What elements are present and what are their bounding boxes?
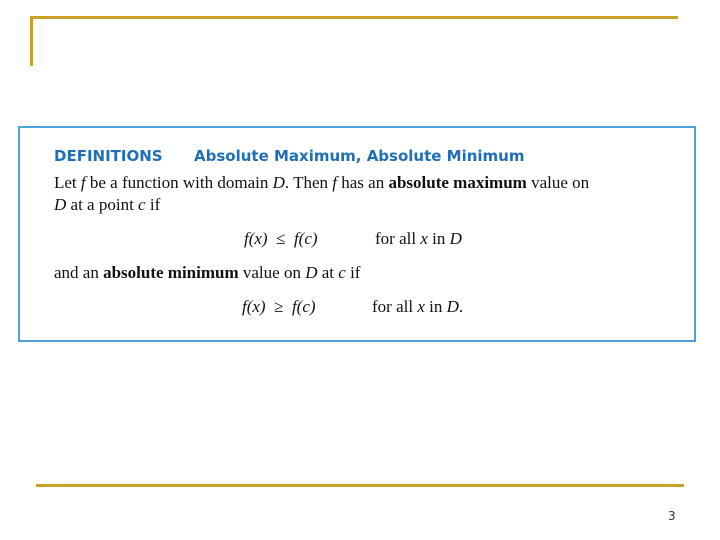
math-lhs: f(x)	[244, 229, 268, 248]
min-inequality	[242, 297, 316, 317]
text-run: . Then	[284, 173, 333, 192]
text-run: for all	[375, 229, 421, 248]
math-c: c	[138, 195, 146, 214]
text-run: in	[424, 297, 447, 316]
left-decorative-rule	[30, 16, 33, 66]
math-d: D	[54, 195, 67, 214]
page-number: 3	[668, 509, 676, 523]
text-run: be a function with domain	[85, 173, 273, 192]
text-run: has an	[337, 173, 389, 192]
math-d: D	[449, 229, 462, 248]
math-f: f	[80, 173, 86, 192]
bold-term: absolute minimum	[103, 263, 239, 282]
max-condition	[375, 229, 462, 249]
relation-symbol: ≥	[274, 297, 284, 316]
text-run: in	[427, 229, 450, 248]
definition-line-1	[54, 172, 589, 194]
text-run: at a point	[66, 195, 139, 214]
definition-heading: DEFINITIONS	[54, 147, 163, 165]
definition-line-2	[54, 194, 160, 216]
text-run: for all	[372, 297, 418, 316]
text-run: if	[345, 263, 361, 282]
math-d: D	[272, 173, 285, 192]
math-d: D	[446, 297, 459, 316]
relation-symbol: ≤	[276, 229, 286, 248]
definition-title: Absolute Maximum, Absolute Minimum	[194, 147, 525, 165]
definition-box	[18, 126, 696, 342]
bold-term: absolute maximum	[388, 173, 527, 192]
definition-line-3	[54, 262, 360, 284]
max-inequality	[244, 229, 318, 249]
math-rhs: f(c)	[291, 297, 316, 316]
math-rhs: f(c)	[293, 229, 318, 248]
text-run: value on	[238, 263, 306, 282]
math-c: c	[338, 263, 346, 282]
text-run: .	[458, 297, 464, 316]
text-run: Let	[54, 173, 81, 192]
bottom-decorative-rule	[36, 484, 684, 487]
min-condition	[372, 297, 463, 317]
top-decorative-rule	[30, 16, 678, 19]
math-lhs: f(x)	[242, 297, 266, 316]
text-run: at	[317, 263, 339, 282]
text-run: if	[145, 195, 161, 214]
math-d: D	[305, 263, 318, 282]
math-f: f	[332, 173, 337, 192]
text-run: and an	[54, 263, 104, 282]
math-x: x	[417, 297, 425, 316]
text-run: value on	[526, 173, 590, 192]
math-x: x	[420, 229, 428, 248]
